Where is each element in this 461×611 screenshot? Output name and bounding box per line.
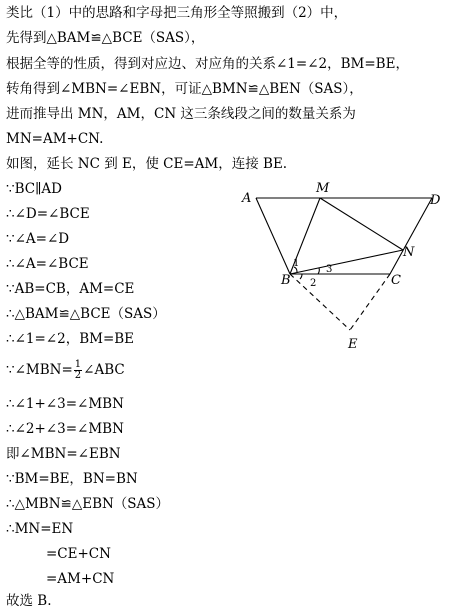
proof-line-4: ∴∠A=∠BCE [6,256,89,272]
intro-line-1: 类比（1）中的思路和字母把三角形全等照搬到（2）中， [6,5,348,21]
fraction-prefix: ∵∠MBN= [6,362,73,378]
intro-line-6: MN=AM+CN. [6,131,104,147]
fraction-line [6,360,125,381]
intro-line-7: 如图，延长 NC 到 E，使 CE=AM，连接 BE. [6,156,288,172]
fraction-denominator: 2 [74,370,82,381]
label-B: B [281,273,291,288]
proof-line-5: ∵AB=CB，AM=CE [6,281,135,297]
label-angle-1: 1 [293,258,300,269]
label-D: D [430,193,441,208]
label-E: E [348,337,358,352]
continuation-line-2: =AM+CN [46,571,115,587]
intro-line-4: 转角得到∠MBN=∠EBN，可证△BMN≌△BEN（SAS）， [6,81,363,97]
fraction-suffix: ∠ABC [83,362,125,378]
proof-line-1: ∵BC∥AD [6,181,62,197]
label-N: N [403,245,415,260]
proof-line-7: ∴∠1=∠2，BM=BE [6,331,135,347]
proof2-line-6: ∴MN=EN [6,521,74,537]
proof-line-3: ∵∠A=∠D [6,231,70,247]
label-angle-3: 3 [326,264,333,275]
proof2-line-1: ∴∠1+∠3=∠MBN [6,396,124,412]
angle-3-arc [318,268,319,274]
geometry-figure [238,176,458,356]
proof2-line-5: ∴△MBN≌△EBN（SAS） [6,496,170,512]
intro-line-2: 先得到△BAM≌△BCE（SAS）， [6,30,205,46]
segment-AB [256,198,290,274]
segment-BE [290,274,350,330]
segment-DC [390,198,432,274]
intro-line-3: 根据全等的性质，得到对应边、对应角的关系∠1=∠2，BM=BE， [6,56,409,72]
label-M: M [316,181,330,196]
segment-BN [290,250,403,274]
segment-MN [320,198,403,250]
label-angle-2: 2 [310,278,317,289]
proof2-line-2: ∴∠2+∠3=∠MBN [6,421,124,437]
proof-line-2: ∴∠D=∠BCE [6,206,90,222]
proof-line-6: ∴△BAM≌△BCE（SAS） [6,306,166,322]
intro-line-5: 进而推导出 MN，AM，CN 这三条线段之间的数量关系为 [6,106,356,122]
label-A: A [242,191,252,206]
proof2-line-3: 即∠MBN=∠EBN [6,446,121,462]
label-C: C [391,273,401,288]
proof2-line-4: ∵BM=BE，BN=BN [6,471,138,487]
fraction-half [74,360,82,381]
fraction-numerator: 1 [74,359,82,370]
continuation-line-1: =CE+CN [46,546,111,562]
segment-CE [350,274,390,330]
angle-2-arc [300,274,302,279]
conclusion: 故选 B. [6,593,52,609]
